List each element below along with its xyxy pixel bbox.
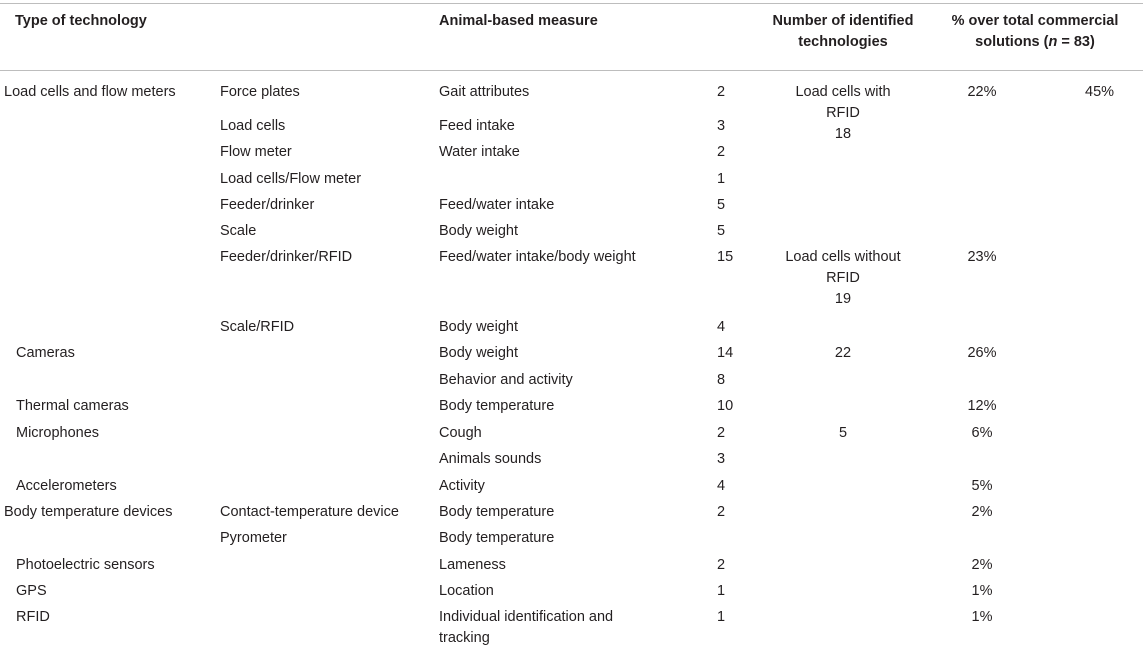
row-8-measure: Body weight [439, 345, 518, 361]
row-3-count: 1 [717, 171, 726, 187]
row-18-measure-line2: tracking [439, 630, 490, 646]
row-3-sub: Load cells/Flow meter [220, 171, 362, 187]
row-6-group-label-2: RFID [826, 270, 860, 286]
row-9-count: 8 [717, 372, 726, 388]
row-8-group-count: 22 [834, 345, 852, 361]
row-5-sub: Scale [220, 223, 257, 239]
row-6-measure: Feed/water intake/body weight [439, 249, 636, 265]
row-17-measure: Location [439, 583, 494, 599]
row-1-measure: Feed intake [439, 118, 515, 134]
row-0-count: 2 [717, 84, 726, 100]
header-percent-line1: % over total commercial [951, 13, 1119, 29]
row-6-group [763, 247, 923, 310]
header-number-line2: technologies [798, 34, 888, 50]
row-13-count: 4 [717, 478, 726, 494]
row-15-measure: Body temperature [439, 530, 555, 546]
row-1-count: 3 [717, 118, 726, 134]
row-17-count: 1 [717, 583, 726, 599]
header-percent-line2: solutions (n = 83) [975, 34, 1095, 50]
row-0-type: Load cells and flow meters [4, 84, 176, 100]
header-percent-commercial [935, 11, 1135, 53]
row-10-measure: Body temperature [439, 398, 555, 414]
row-10-count: 10 [717, 398, 734, 414]
row-4-count: 5 [717, 197, 726, 213]
row-15-sub: Pyrometer [220, 530, 287, 546]
row-0-pct: 22% [967, 84, 997, 100]
row-17-pct: 1% [971, 583, 993, 599]
row-18-count: 1 [717, 609, 726, 625]
row-6-count: 15 [717, 249, 734, 265]
row-0-sub: Force plates [220, 84, 300, 100]
row-14-pct: 2% [971, 504, 993, 520]
row-0-measure: Gait attributes [439, 84, 530, 100]
row-6-group-label-1: Load cells without [785, 249, 901, 265]
row-18-measure [439, 607, 613, 649]
header-number-line1: Number of identified [772, 13, 914, 29]
row-7-count: 4 [717, 319, 726, 335]
row-0-group-label-2: RFID [826, 105, 860, 121]
row-17-type: GPS [16, 583, 47, 599]
row-10-pct: 12% [967, 398, 997, 414]
row-6-pct: 23% [967, 249, 997, 265]
row-18-measure-line1: Individual identification and [439, 609, 614, 625]
row-0-group [763, 82, 923, 145]
row-12-measure: Animals sounds [439, 451, 542, 467]
header-number-identified [718, 11, 968, 53]
row-18-type: RFID [16, 609, 50, 625]
table-top-rule [0, 3, 1143, 4]
row-10-type: Thermal cameras [16, 398, 129, 414]
row-0-group-label-1: Load cells with [795, 84, 891, 100]
row-18-pct: 1% [971, 609, 993, 625]
row-16-pct: 2% [971, 557, 993, 573]
row-11-group-count: 5 [838, 425, 848, 441]
row-8-type: Cameras [16, 345, 75, 361]
row-14-sub: Contact-temperature device [220, 504, 399, 520]
row-5-measure: Body weight [439, 223, 518, 239]
row-13-pct: 5% [971, 478, 993, 494]
row-8-count: 14 [717, 345, 734, 361]
row-2-count: 2 [717, 144, 726, 160]
row-6-sub: Feeder/drinker/RFID [220, 249, 353, 265]
row-13-type: Accelerometers [16, 478, 117, 494]
row-7-sub: Scale/RFID [220, 319, 295, 335]
row-2-sub: Flow meter [220, 144, 292, 160]
row-16-type: Photoelectric sensors [16, 557, 155, 573]
row-16-count: 2 [717, 557, 726, 573]
row-7-measure: Body weight [439, 319, 518, 335]
row-4-sub: Feeder/drinker [220, 197, 315, 213]
row-1-sub: Load cells [220, 118, 286, 134]
row-11-measure: Cough [439, 425, 482, 441]
row-0-group-count: 18 [834, 126, 852, 142]
row-14-count: 2 [717, 504, 726, 520]
header-type-of-technology: Type of technology [15, 13, 147, 29]
row-11-type: Microphones [16, 425, 100, 441]
row-12-count: 3 [717, 451, 726, 467]
row-16-measure: Lameness [439, 557, 506, 573]
row-14-type: Body temperature devices [4, 504, 173, 520]
row-11-count: 2 [717, 425, 726, 441]
row-8-pct: 26% [967, 345, 997, 361]
row-0-total-pct: 45% [1085, 84, 1115, 100]
row-5-count: 5 [717, 223, 726, 239]
row-13-measure: Activity [439, 478, 485, 494]
row-14-measure: Body temperature [439, 504, 555, 520]
header-animal-based-measure: Animal-based measure [439, 13, 598, 29]
row-11-pct: 6% [971, 425, 993, 441]
table-header-rule [0, 70, 1143, 71]
row-9-measure: Behavior and activity [439, 372, 573, 388]
row-2-measure: Water intake [439, 144, 520, 160]
row-6-group-count: 19 [834, 291, 852, 307]
row-4-measure: Feed/water intake [439, 197, 555, 213]
